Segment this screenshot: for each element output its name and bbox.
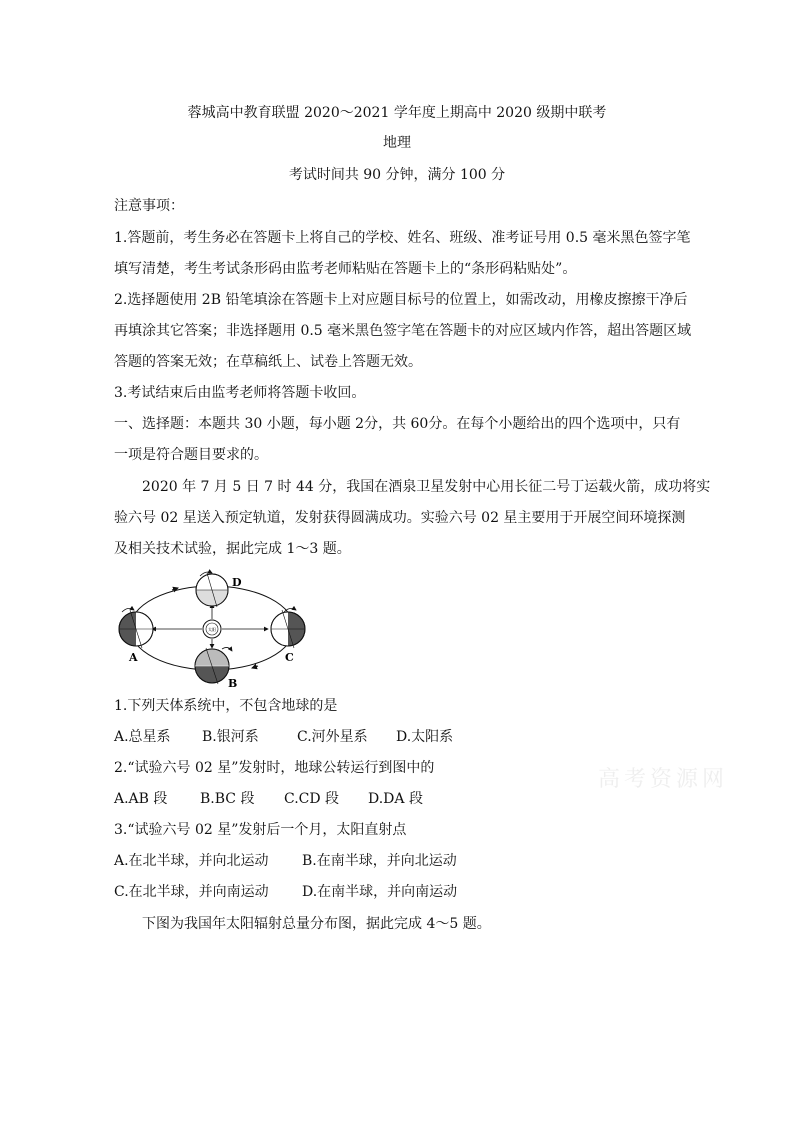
orbit-arrow-bottom [252,666,258,668]
label-c: C [285,651,294,664]
question-1-option-a: A.总星系 [114,729,171,745]
note-item-1-line-2: 填写清楚，考生考试条形码由监考老师粘贴在答题卡上的“条形码粘贴处”。 [114,261,577,277]
question-2-option-c: C.CD 段 [284,791,340,807]
label-a: A [129,651,138,664]
question-1-option-d: D.太阳系 [396,729,454,745]
sun-label: 太阳 [208,627,216,632]
question-1-option-c: C.河外星系 [297,729,368,745]
earth-a [119,608,153,648]
question-1-stem: 1.下列天体系统中，不包含地球的是 [114,698,338,714]
earth-b [195,647,232,684]
question-2-option-d: D.DA 段 [368,791,423,807]
question-3-option-a: A.在北半球，并向北运动 [114,853,269,869]
note-item-3: 3.考试结束后由监考老师将答题卡收回。 [114,385,366,401]
passage-1-line-3: 及相关技术试验，据此完成 1～3 题。 [114,541,351,557]
question-2-stem: 2.“试验六号 02 星”发射时，地球公转运行到图中的 [114,760,435,776]
question-3-option-d: D.在南半球，并向南运动 [302,884,458,900]
passage-1-line-2: 验六号 02 星送入预定轨道，发射获得圆满成功。实验六号 02 星主要用于开展空间环境探测 [114,510,686,526]
earth-c [271,608,305,648]
section-1-intro-line-1: 一、选择题：本题共 30 小题，每小题 2分，共 60分。在每个小题给出的四个选项中，只有 [114,416,681,432]
passage-1-line-1: 2020 年 7 月 5 日 7 时 44 分，我国在酒泉卫星发射中心用长征二号丁运载火箭，成功将实 [142,479,711,495]
question-2-option-b: B.BC 段 [200,791,255,807]
question-3-option-b: B.在南半球，并向北运动 [302,853,457,869]
note-item-1-line-1: 1.答题前，考生务必在答题卡上将自己的学校、姓名、班级、准考证号用 0.5 毫米黑色签字笔 [114,230,691,246]
note-item-2-line-3: 答题的答案无效；在草稿纸上、试卷上答题无效。 [114,354,422,370]
earth-d [196,572,228,607]
passage-2-line-1: 下图为我国年太阳辐射总量分布图，据此完成 4～5 题。 [142,916,491,932]
notes-heading: 注意事项： [114,198,184,214]
question-1-option-b: B.银河系 [202,729,259,745]
question-3-stem: 3.“试验六号 02 星”发射后一个月，太阳直射点 [114,822,407,838]
section-1-intro-line-2: 一项是符合题目要求的。 [114,447,268,463]
earth-orbit-diagram [112,568,322,690]
label-b: B [228,677,238,690]
watermark: 高考资源网 [598,767,729,792]
note-item-2-line-2: 再填涂其它答案；非选择题用 0.5 毫米黑色签字笔在答题卡的对应区域内作答，超出答题区域 [114,323,692,339]
question-3-option-c: C.在北半球，并向南运动 [114,884,269,900]
exam-info: 考试时间共 90 分钟，满分 100 分 [288,167,506,183]
subject-title: 地理 [383,135,411,151]
question-2-option-a: A.AB 段 [114,791,168,807]
label-d: D [232,576,242,589]
exam-title: 蓉城高中教育联盟 2020～2021 学年度上期高中 2020 级期中联考 [187,105,607,121]
note-item-2-line-1: 2.选择题使用 2B 铅笔填涂在答题卡上对应题目标号的位置上，如需改动，用橡皮擦擦干净后 [114,292,688,308]
